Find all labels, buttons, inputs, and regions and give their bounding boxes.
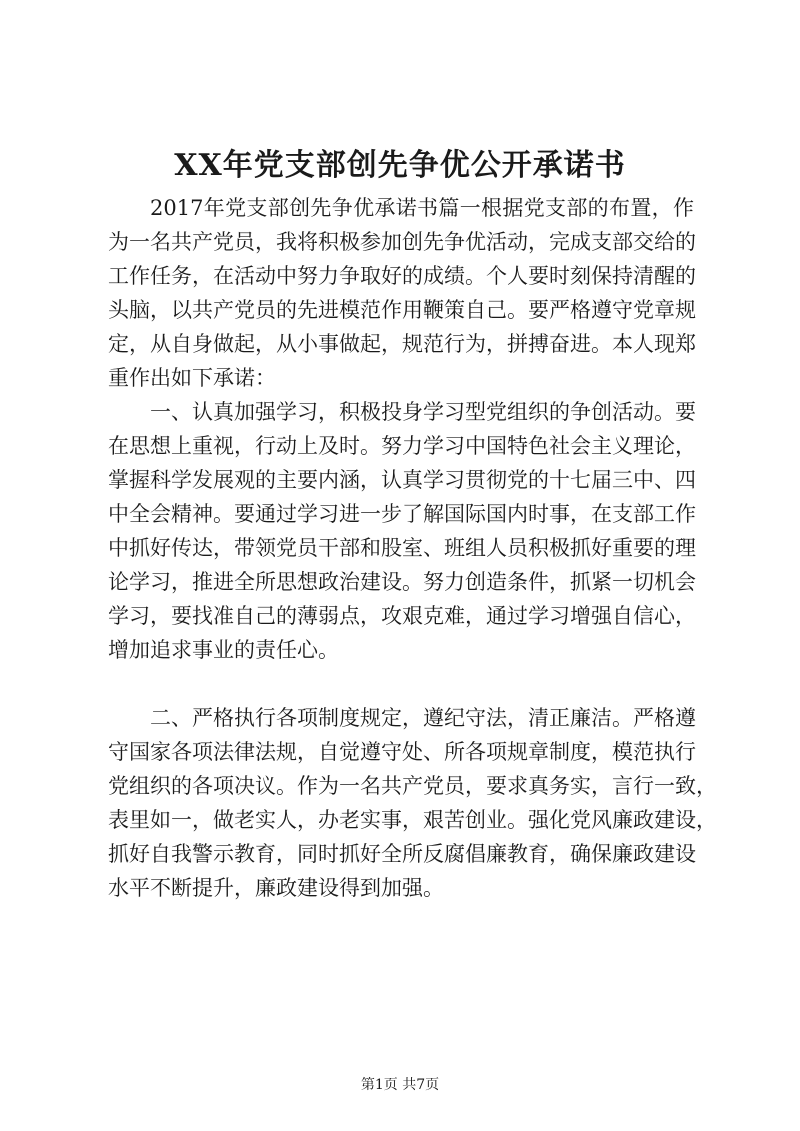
text-line: 定，从自身做起，从小事做起，规范行为，拼搏奋进。本人现郑 — [108, 332, 696, 356]
text-line: 掌握科学发展观的主要内涵，认真学习贯彻党的十七届三中、四 — [108, 468, 696, 492]
text-line: 表里如一，做老实人，办老实事，艰苦创业。强化党风廉政建设， — [108, 808, 717, 832]
paragraph-one — [108, 395, 694, 667]
text-line: 学习，要找准自己的薄弱点，攻艰克难，通过学习增强自信心， — [108, 604, 696, 628]
document-title: XX年党支部创先争优公开承诺书 — [174, 148, 626, 183]
document-body — [108, 191, 717, 905]
text-line: 2017年党支部创先争优承诺书篇一根据党支部的布置，作 — [150, 196, 694, 220]
text-line: 工作任务，在活动中努力争取好的成绩。个人要时刻保持清醒的 — [108, 264, 696, 288]
text-line: 党组织的各项决议。作为一名共产党员，要求真务实，言行一致， — [108, 774, 717, 798]
text-line: 二、严格执行各项制度规定，遵纪守法，清正廉洁。严格遵 — [150, 706, 696, 730]
text-line: 一、认真加强学习，积极投身学习型党组织的争创活动。要 — [150, 400, 696, 424]
text-line: 增加追求事业的责任心。 — [108, 638, 339, 662]
text-line: 论学习，推进全所思想政治建设。努力创造条件，抓紧一切机会 — [108, 570, 696, 594]
text-line: 抓好自我警示教育，同时抓好全所反腐倡廉教育，确保廉政建设 — [108, 842, 696, 866]
paragraph-intro — [108, 191, 694, 395]
text-line: 在思想上重视，行动上及时。努力学习中国特色社会主义理论， — [108, 434, 696, 458]
text-line: 重作出如下承诺： — [108, 366, 276, 390]
text-line: 中抓好传达，带领党员干部和股室、班组人员积极抓好重要的理 — [108, 536, 696, 560]
text-line: 为一名共产党员，我将积极参加创先争优活动，完成支部交给的 — [108, 230, 696, 254]
page-number-footer: 第1页 共7页 — [360, 1077, 440, 1093]
text-line: 头脑，以共产党员的先进模范作用鞭策自己。要严格遵守党章规 — [108, 298, 696, 322]
paragraph-two — [108, 701, 717, 905]
text-line: 水平不断提升，廉政建设得到加强。 — [108, 876, 444, 900]
text-line: 中全会精神。要通过学习进一步了解国际国内时事，在支部工作 — [108, 502, 696, 526]
text-line: 守国家各项法律法规，自觉遵守处、所各项规章制度，模范执行 — [108, 740, 696, 764]
